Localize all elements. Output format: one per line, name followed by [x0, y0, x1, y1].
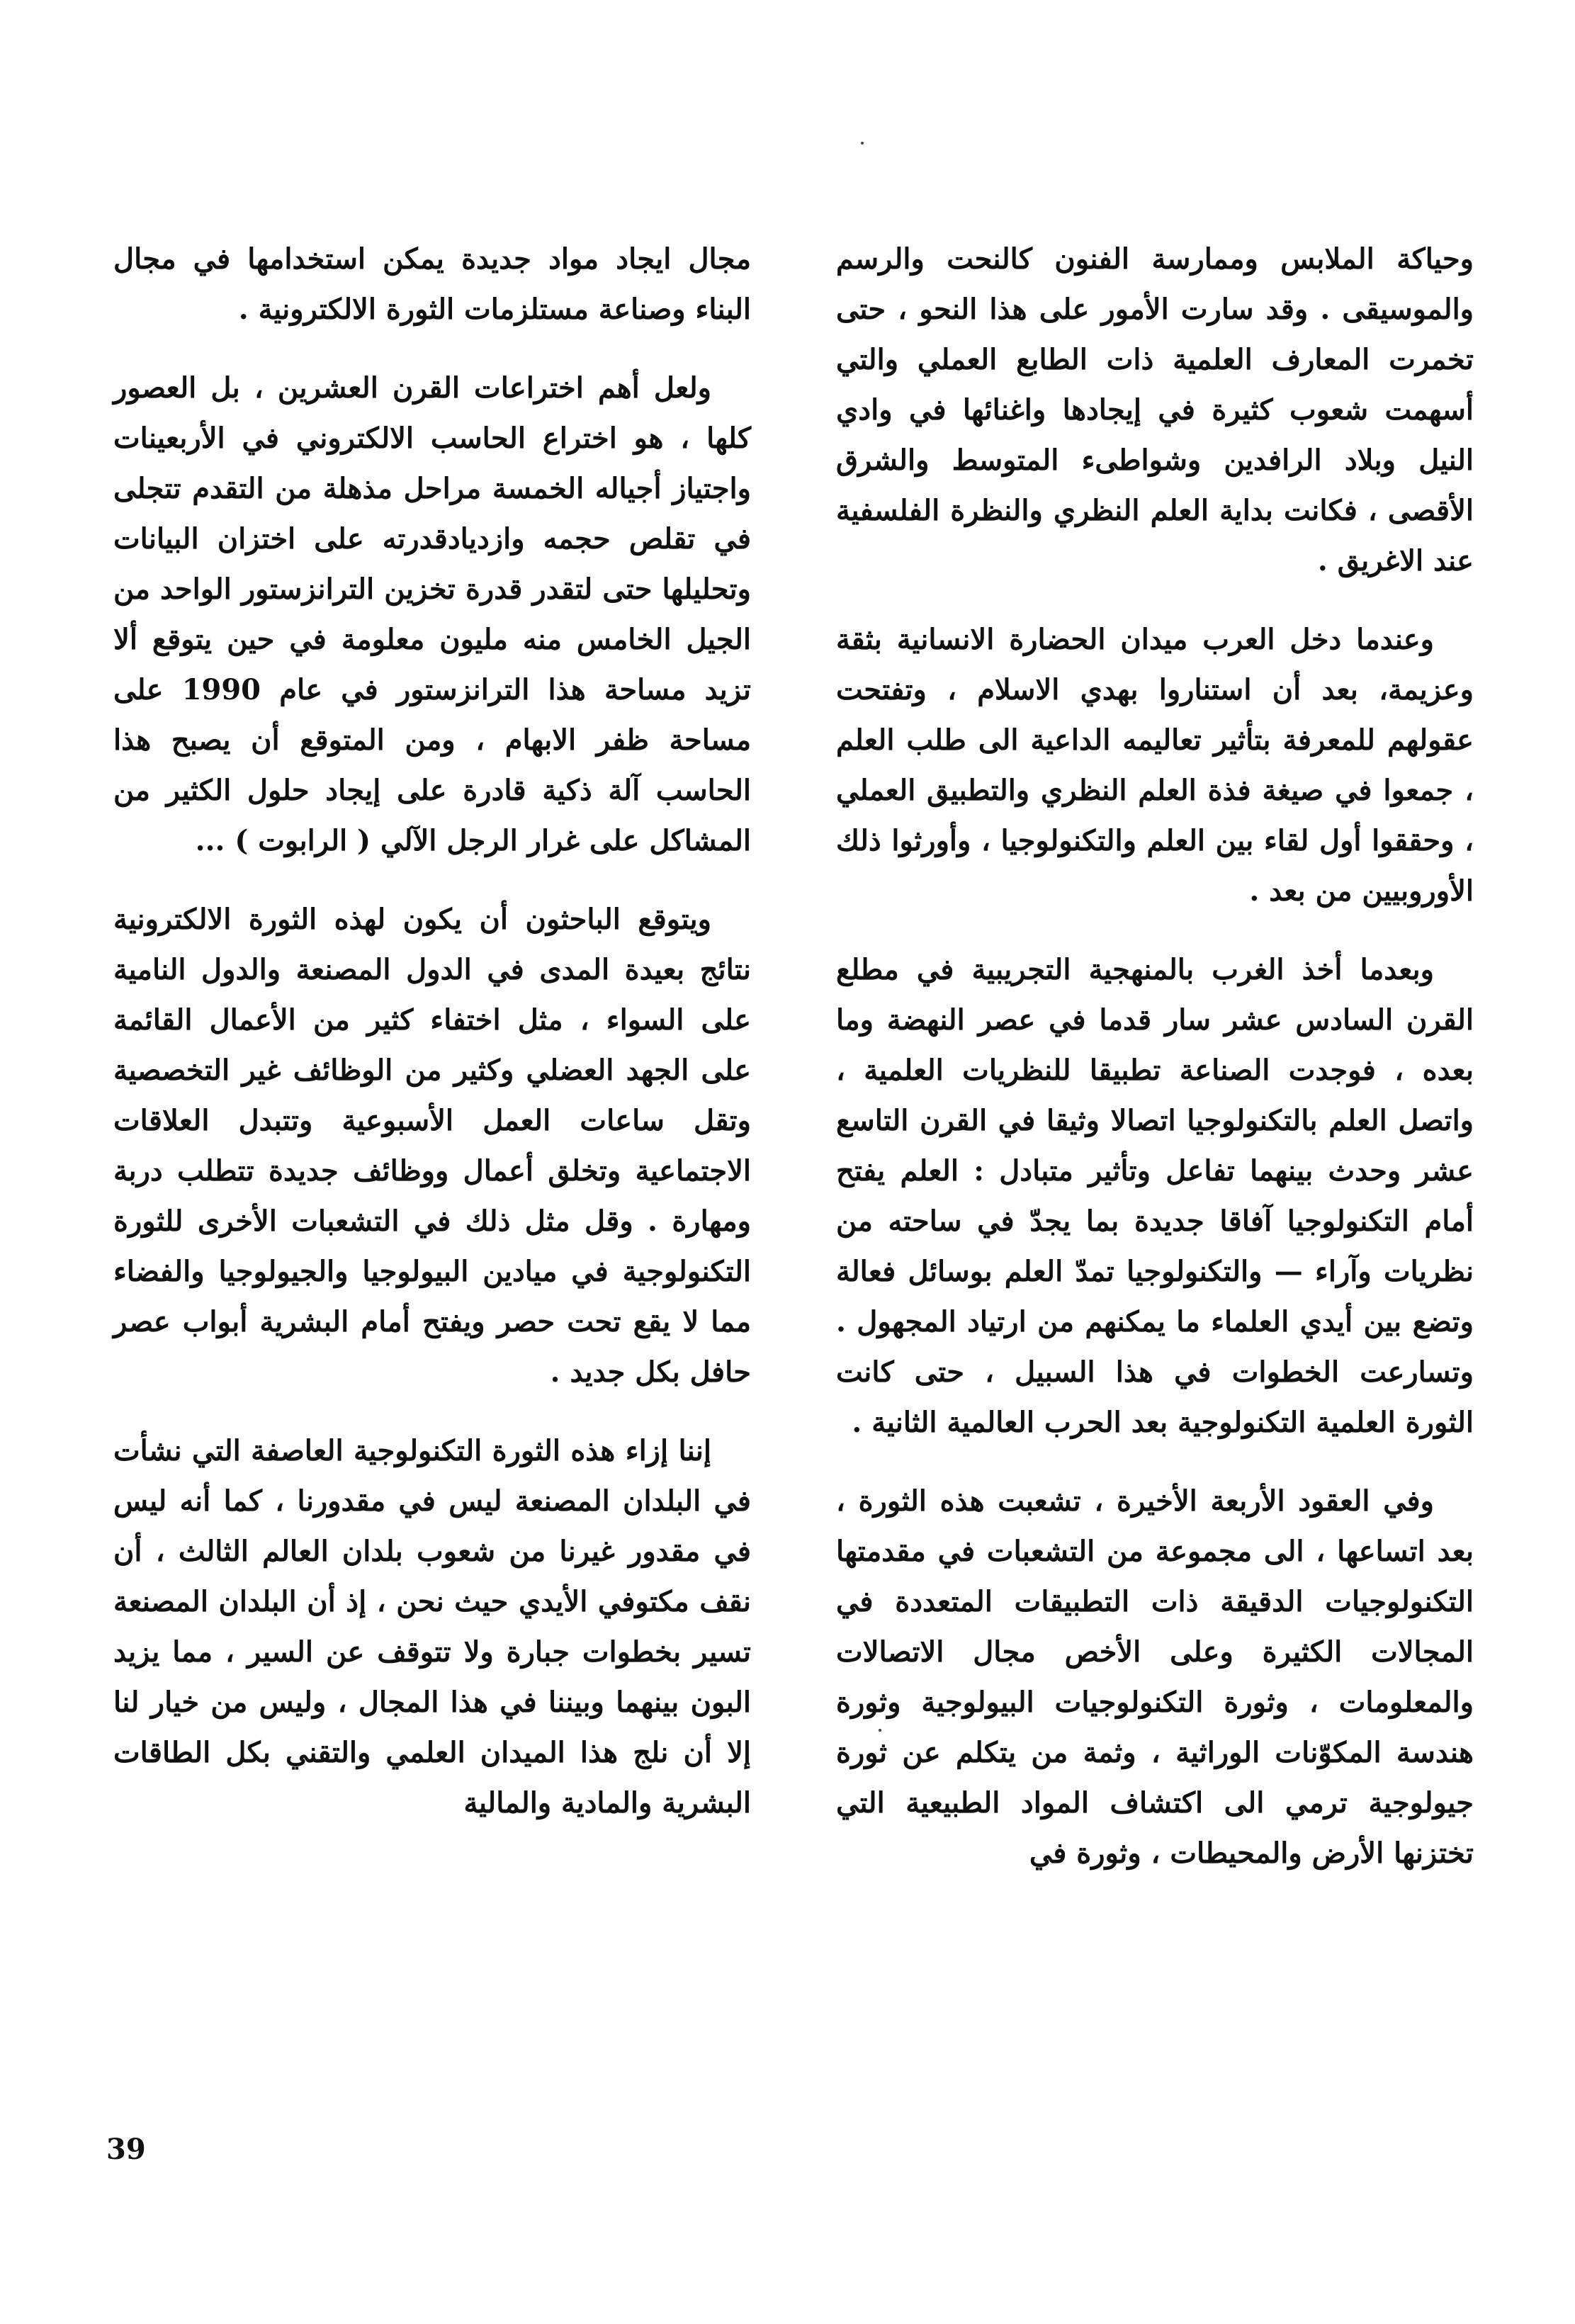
scan-speck	[861, 142, 864, 145]
paragraph-left-3: ويتوقع الباحثون أن يكون لهذه الثورة الالكترونية نتائج بعيدة المدى في الدول المصنعة والدول النامية على السواء ، مثل اختفاء كثير من الأعمال القائمة على الجهد العضلي وكثير من الوظائف غير التخصصية وتقل ساعات العمل الأسبوعية وتتبدل العلاقات الاجتماعية وتخلق أعمال ووظائف جديدة تتطلب دربة ومهارة . وقل مثل ذلك في التشعبات الأخرى للثورة التكنولوجية في ميادين البيولوجيا والجيولوجيا والفضاء مما لا يقع تحت حصر ويفتح أمام البشرية أبواب عصر حافل بكل جديد .	[113, 903, 752, 1389]
page-number: 39	[106, 2133, 146, 2166]
left-text-column	[113, 234, 751, 1856]
scan-speck	[879, 1729, 881, 1732]
paragraph-left-1: مجال ايجاد مواد جديدة يمكن استخدامها في مجال البناء وصناعة مستلزمات الثورة الالكترونية .	[113, 242, 751, 326]
paragraph-left-2: ولعل أهم اختراعات القرن العشرين ، بل العصور كلها ، هو اختراع الحاسب الالكتروني في الأربعينات واجتياز أجياله الخمسة مراحل مذهلة من التقدم تتجلى في تقلص حجمه وازديادقدرته على اختزان البيانات وتحليلها حتى لتقدر قدرة تخزين الترانزستور الواحد من الجيل الخامس منه مليون معلومة في حين يتوقع ألا تزيد مساحة هذا الترانزستور في عام 1990 على مساحة ظفر الابهام ، ومن المتوقع أن يصبح هذا الحاسب آلة ذكية قادرة على إيجاد حلول الكثير من المشاكل على غرار الرجل الآلي ( الرابوت ) ...	[113, 371, 752, 857]
paragraph-right-4: وفي العقود الأربعة الأخيرة ، تشعبت هذه الثورة ، بعد اتساعها ، الى مجموعة من التشعبات في مقدمتها التكنولوجيات الدقيقة ذات التطبيقات المتعددة في المجالات الكثيرة وعلى الأخص مجال الاتصالات والمعلومات ، وثورة التكنولوجيات البيولوجية وثورة هندسة المكوّنات الوراثية ، وثمة من يتكلم عن ثورة جيولوجية ترمي الى اكتشاف المواد الطبيعية التي تختزنها الأرض والمحيطات ، وثورة في	[836, 1484, 1474, 1870]
paragraph-right-3: وبعدما أخذ الغرب بالمنهجية التجريبية في مطلع القرن السادس عشر سار قدما في عصر النهضة وما بعده ، فوجدت الصناعة تطبيقا للنظريات العلمية ، واتصل العلم بالتكنولوجيا اتصالا وثيقا في القرن التاسع عشر وحدث بينهما تفاعل وتأثير متبادل : العلم يفتح أمام التكنولوجيا آفاقا جديدة بما يجدّ في ساحته من نظريات وآراء — والتكنولوجيا تمدّ العلم بوسائل فعالة وتضع بين أيدي العلماء ما يمكنهم من ارتياد المجهول . وتسارعت الخطوات في هذا السبيل ، حتى كانت الثورة العلمية التكنولوجية بعد الحرب العالمية الثانية .	[836, 953, 1474, 1439]
paragraph-right-2: وعندما دخل العرب ميدان الحضارة الانسانية بثقة وعزيمة، بعد أن استناروا بهدي الاسلام ، وتفتحت عقولهم للمعرفة بتأثير تعاليمه الداعية الى طلب العلم ، جمعوا في صيغة فذة العلم النظري والتطبيق العملي ، وحققوا أول لقاء بين العلم والتكنولوجيا ، وأورثوا ذلك الأوروبيين من بعد .	[836, 623, 1474, 908]
right-text-column	[836, 234, 1474, 1907]
paragraph-right-1: وحياكة الملابس وممارسة الفنون كالنحت والرسم والموسيقى . وقد سارت الأمور على هذا النحو ، حتى تخمرت المعارف العلمية ذات الطابع العملي والتي أسهمت شعوب كثيرة في إيجادها واغنائها في وادي النيل وبلاد الرافدين وشواطىء المتوسط والشرق الأقصى ، فكانت بداية العلم النظري والنظرة الفلسفية عند الاغريق .	[836, 242, 1474, 577]
paragraph-left-4: إننا إزاء هذه الثورة التكنولوجية العاصفة التي نشأت في البلدان المصنعة ليس في مقدورنا ، كما أنه ليس في مقدور غيرنا من شعوب بلدان العالم الثالث ، أن نقف مكتوفي الأيدي حيث نحن ، إذ أن البلدان المصنعة تسير بخطوات جبارة ولا تتوقف عن السير ، مما يزيد البون بينهما وبيننا في هذا المجال ، وليس من خيار لنا إلا أن نلج هذا الميدان العلمي والتقني بكل الطاقات البشرية والمادية والمالية	[113, 1434, 752, 1820]
